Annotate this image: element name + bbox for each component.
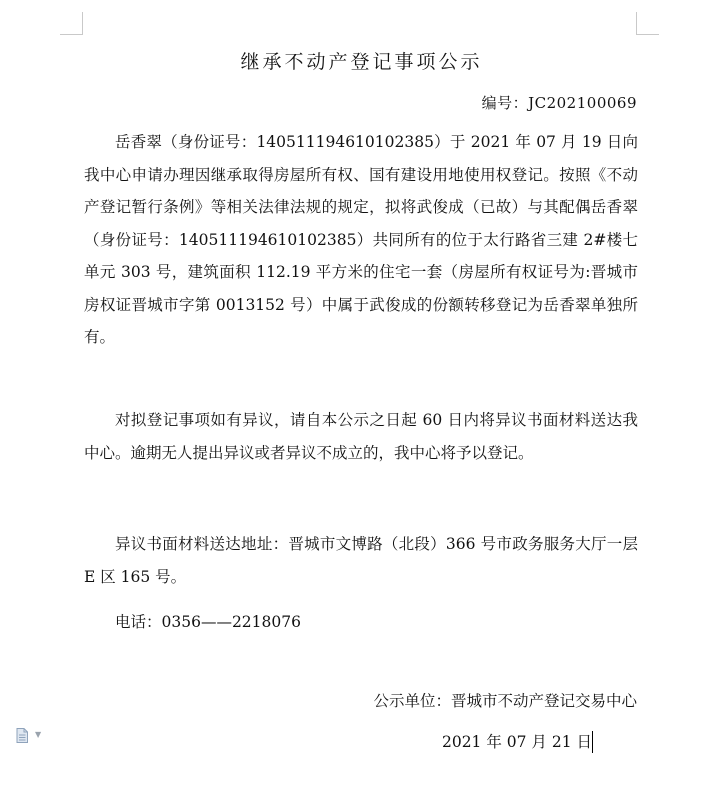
paragraph-address: 异议书面材料送达地址：晋城市文博路（北段）366 号市政务服务大厅一层 E 区 165 号。 bbox=[84, 535, 638, 586]
crop-mark-top-right bbox=[636, 12, 659, 35]
document-date: 2021 年 07 月 21 日 bbox=[441, 733, 592, 751]
paragraph-objection-notice: 对拟登记事项如有异议，请自本公示之日起 60 日内将异议书面材料送达我中心。逾期无人提出异议或者异议不成立的，我中心将予以登记。 bbox=[84, 411, 638, 462]
text-cursor bbox=[592, 731, 593, 753]
document-number: 编号：JC202100069 bbox=[481, 94, 637, 112]
document-title: 继承不动产登记事项公示 bbox=[240, 51, 483, 73]
chevron-down-icon[interactable]: ▼ bbox=[35, 730, 42, 739]
paragraph-announcement: 岳香翠（身份证号：140511194610102385）于 2021 年 07 月 19 日向我中心申请办理因继承取得房屋所有权、国有建设用地使用权登记。按照《不动产登记暂行条例》等相关法律法规的规定，拟将武俊成（已故）与其配偶岳香翠（身份证号：140511194610102385）共同所有的位于太行路省三建 2#楼七单元 303 号，建筑面积 112.19 平方米的住宅一套（房屋所有权证号为:晋城市房权证晋城市字第 0013152 号）中属于武俊成的份额转移登记为岳香翠单独所有。 bbox=[84, 133, 638, 346]
document-icon[interactable] bbox=[16, 728, 28, 743]
crop-mark-top-left bbox=[60, 12, 83, 35]
paragraph-phone: 电话：0356——2218076 bbox=[115, 613, 301, 631]
signer-unit: 公示单位：晋城市不动产登记交易中心 bbox=[373, 692, 637, 710]
